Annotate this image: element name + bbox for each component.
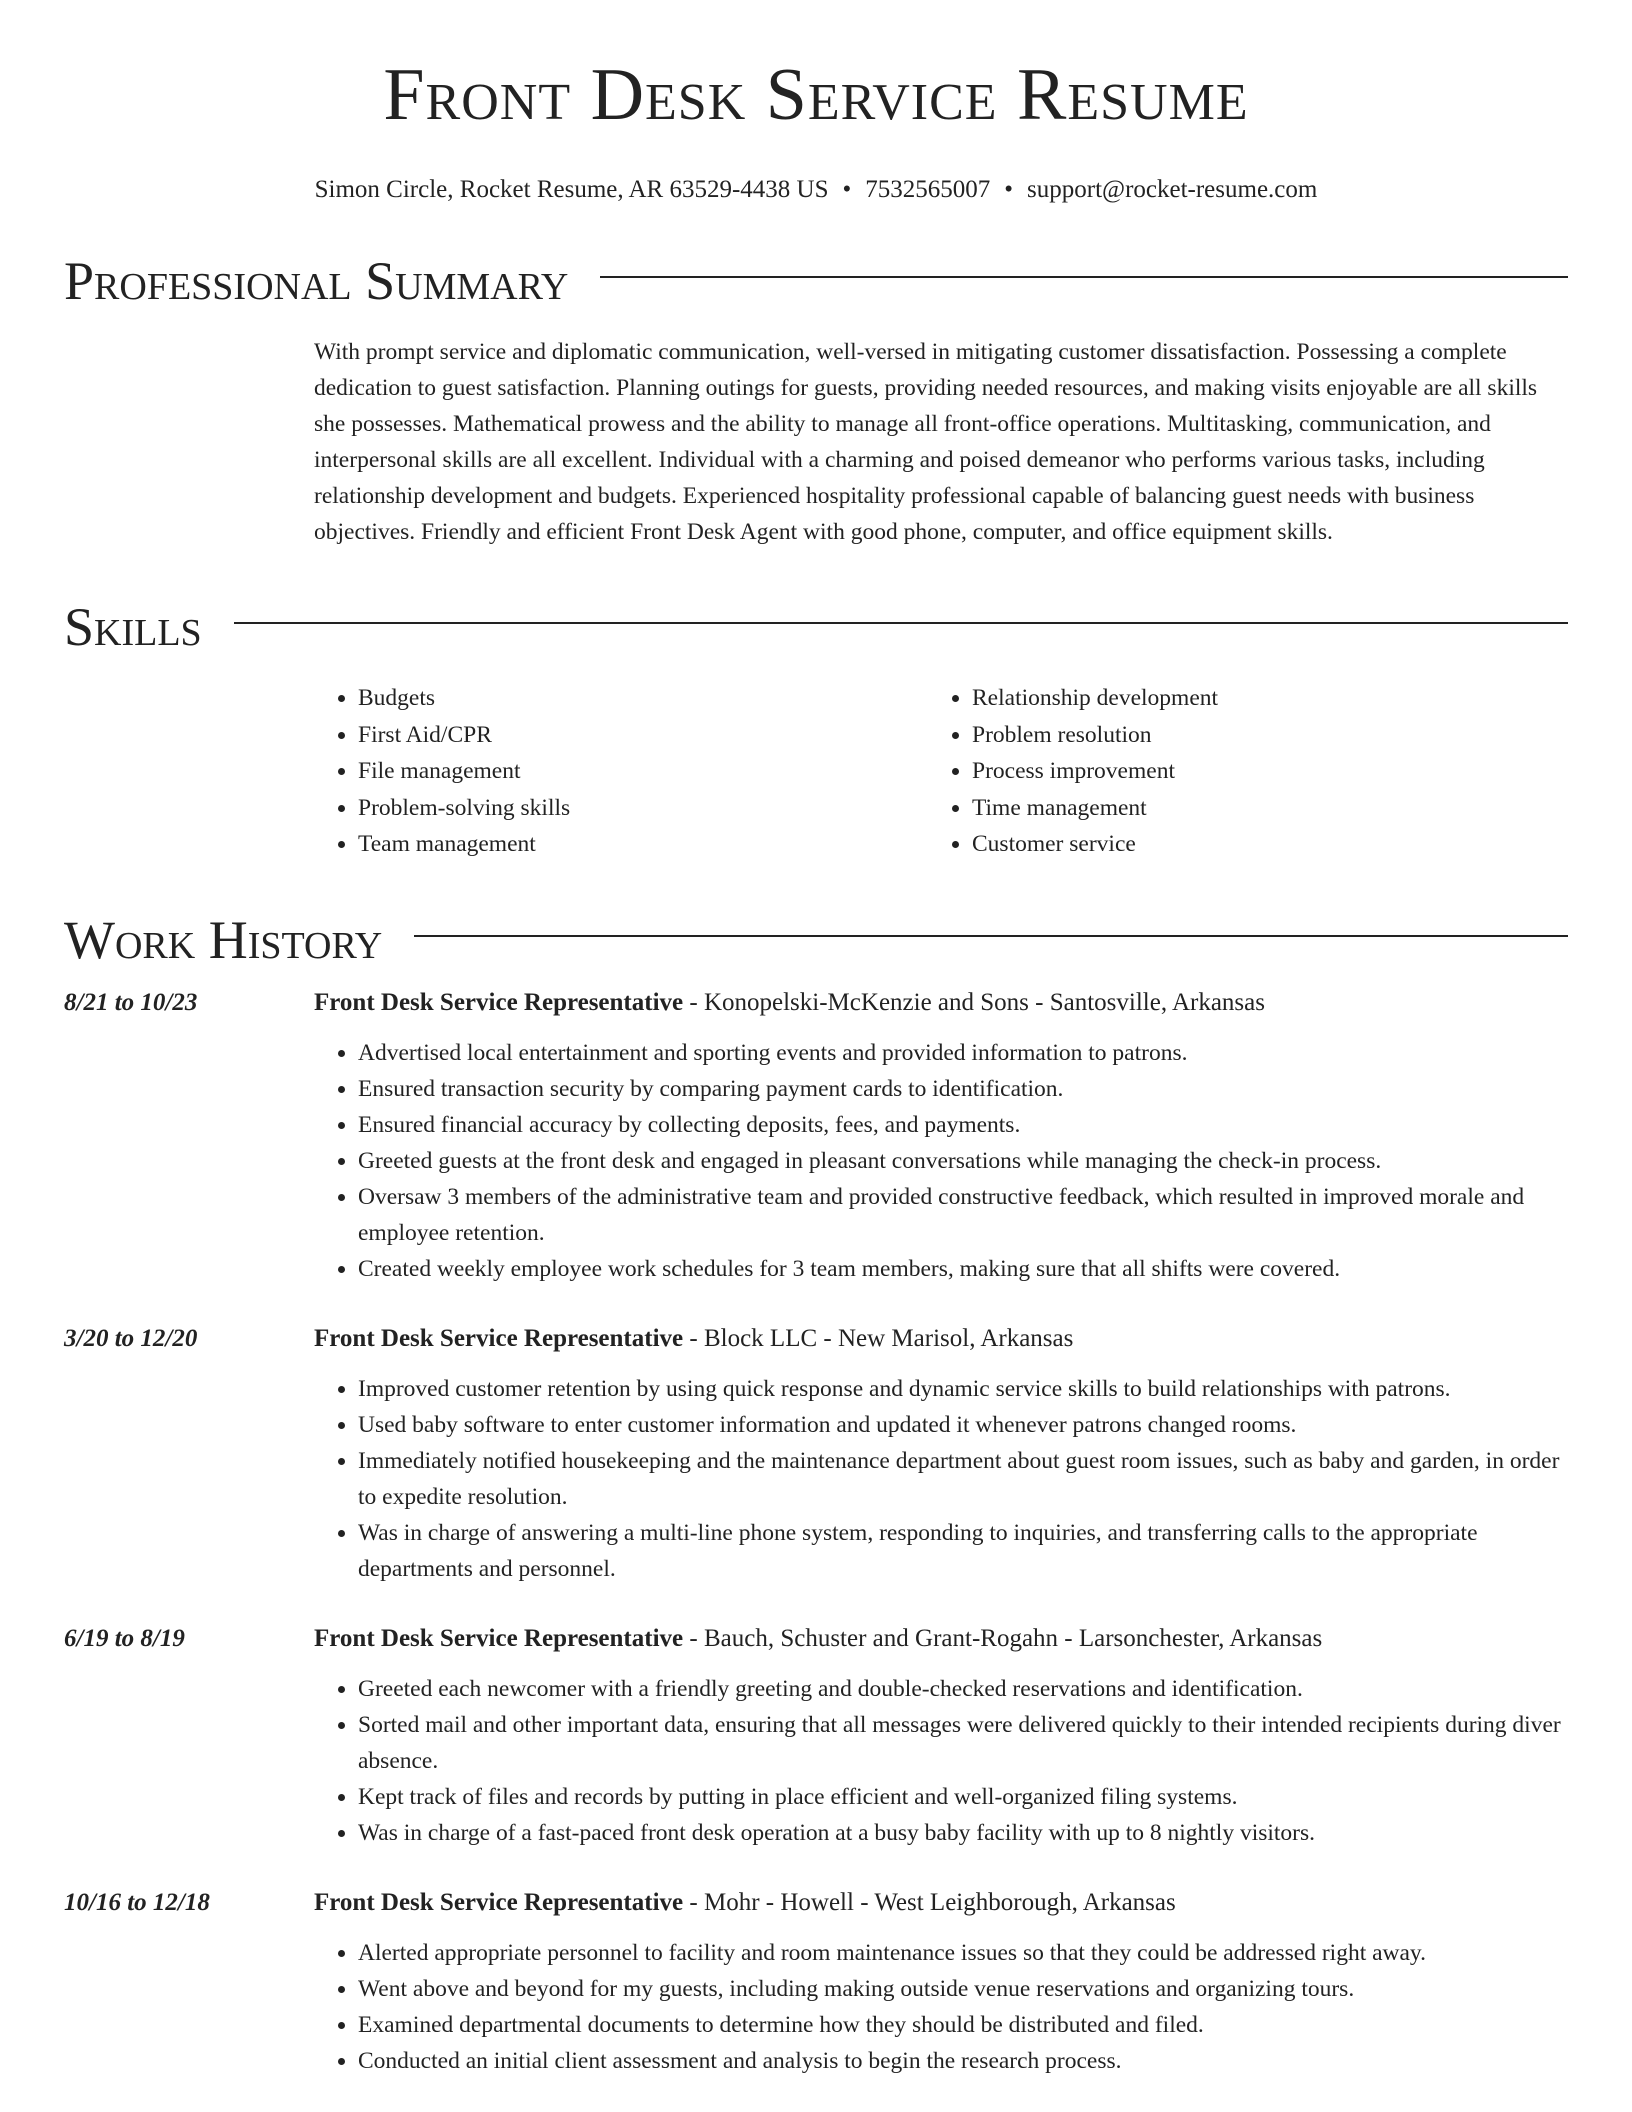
job-bullet: • Ensured financial accuracy by collecting deposits, fees, and payments. <box>358 1107 1568 1143</box>
contact-separator: • <box>842 176 852 203</box>
job-bullets <box>314 1671 1568 1851</box>
job-bullet: • Was in charge of answering a multi-line phone system, responding to inquiries, and transferring calls to the appropriate departments and personnel. <box>358 1515 1568 1587</box>
job-bullet: • Greeted each newcomer with a friendly greeting and double-checked reservations and identification. <box>358 1671 1568 1707</box>
contact-phone: 7532565007 <box>865 176 991 203</box>
job-entry <box>64 1885 1568 2079</box>
job-entry <box>64 1621 1568 1851</box>
job-header <box>64 1321 1568 1357</box>
job-dates: 6/19 to 8/19 <box>64 1624 185 1652</box>
contact-address: Simon Circle, Rocket Resume, AR 63529-4438 US <box>314 176 829 203</box>
job-bullet: • Conducted an initial client assessment and analysis to begin the research process. <box>358 2043 1568 2079</box>
resume-title: Front Desk Service Resume <box>383 54 1249 136</box>
job-bullet: • Greeted guests at the front desk and engaged in pleasant conversations while managing the check-in process. <box>358 1143 1568 1179</box>
skill-item: • File management <box>358 753 928 790</box>
section-divider <box>414 935 1568 937</box>
job-title: Front Desk Service Representative <box>314 988 684 1016</box>
job-bullet: • Alerted appropriate personnel to facility and room maintenance issues so that they could be addressed right away. <box>358 1935 1568 1971</box>
job-bullet: • Examined departmental documents to determine how they should be distributed and filed. <box>358 2007 1568 2043</box>
job-bullet: • Created weekly employee work schedules for 3 team members, making sure that all shifts were covered. <box>358 1251 1568 1287</box>
job-bullet: • Was in charge of a fast-paced front desk operation at a busy baby facility with up to 8 nightly visitors. <box>358 1815 1568 1851</box>
job-bullet: • Went above and beyond for my guests, including making outside venue reservations and organizing tours. <box>358 1971 1568 2007</box>
skills-list <box>314 680 1568 863</box>
skill-item: • First Aid/CPR <box>358 717 928 754</box>
job-employer-location: - Bauch, Schuster and Grant-Rogahn - Larsonchester, Arkansas <box>683 1624 1323 1652</box>
skills-column-left <box>314 680 928 863</box>
skill-item: • Relationship development <box>972 680 1542 717</box>
job-bullets <box>314 1935 1568 2079</box>
skill-item: • Process improvement <box>972 753 1542 790</box>
job-bullets <box>314 1371 1568 1587</box>
contact-line <box>64 176 1568 204</box>
job-entry <box>64 985 1568 1287</box>
job-entry <box>64 1321 1568 1587</box>
job-title: Front Desk Service Representative <box>314 1624 684 1652</box>
contact-email[interactable]: support@rocket-resume.com <box>1027 176 1318 203</box>
section-divider <box>600 276 1568 278</box>
job-employer-location: - Konopelski-McKenzie and Sons - Santosville, Arkansas <box>683 988 1265 1016</box>
summary-text: With prompt service and diplomatic communication, well-versed in mitigating customer dissatisfaction. Possessing a complete dedication to guest satisfaction. Planning outings for guests, providing needed resources, and making visits enjoyable are all skills she possesses. Mathematical prowess and the ability to manage all front-office operations. Multitasking, communication, and interpersonal skills are all excellent. Individual with a charming and poised demeanor who performs various tasks, including relationship development and budgets. Experienced hospitality professional capable of balancing guest needs with business objectives. Friendly and efficient Front Desk Agent with good phone, computer, and office equipment skills. <box>314 339 1538 545</box>
job-title: Front Desk Service Representative <box>314 1324 684 1352</box>
job-header <box>64 1621 1568 1657</box>
job-bullet: • Used baby software to enter customer information and updated it whenever patrons changed rooms. <box>358 1407 1568 1443</box>
job-dates: 8/21 to 10/23 <box>64 988 198 1016</box>
skill-item: • Problem resolution <box>972 717 1542 754</box>
section-divider <box>234 622 1568 624</box>
skill-item: • Team management <box>358 826 928 863</box>
job-bullet: • Improved customer retention by using quick response and dynamic service skills to build relationships with patrons. <box>358 1371 1568 1407</box>
skill-item: • Time management <box>972 790 1542 827</box>
skills-section-header <box>64 597 1568 657</box>
job-dates: 3/20 to 12/20 <box>64 1324 198 1352</box>
job-bullet: • Oversaw 3 members of the administrative team and provided constructive feedback, which resulted in improved morale and employee retention. <box>358 1179 1568 1251</box>
job-employer-location: - Block LLC - New Marisol, Arkansas <box>683 1324 1074 1352</box>
contact-separator: • <box>1004 176 1014 203</box>
job-header <box>64 985 1568 1021</box>
work-section-header <box>64 909 1568 970</box>
job-bullets <box>314 1035 1568 1287</box>
job-bullet: • Kept track of files and records by putting in place efficient and well-organized filing systems. <box>358 1779 1568 1815</box>
job-title: Front Desk Service Representative <box>314 1888 684 1916</box>
skill-item: • Budgets <box>358 680 928 717</box>
skill-item: • Problem-solving skills <box>358 790 928 827</box>
job-employer-location: - Mohr - Howell - West Leighborough, Arkansas <box>683 1888 1176 1916</box>
job-bullet: • Sorted mail and other important data, ensuring that all messages were delivered quickly to their intended recipients during diver absence. <box>358 1707 1568 1779</box>
job-bullet: • Advertised local entertainment and sporting events and provided information to patrons. <box>358 1035 1568 1071</box>
skills-heading: Skills <box>64 597 202 657</box>
job-header <box>64 1885 1568 1921</box>
summary-section-header <box>64 251 1568 311</box>
work-heading: Work History <box>64 909 383 970</box>
job-bullet: • Immediately notified housekeeping and the maintenance department about guest room issues, such as baby and garden, in order to expedite resolution. <box>358 1443 1568 1515</box>
skill-item: • Customer service <box>972 826 1542 863</box>
job-bullet: • Ensured transaction security by comparing payment cards to identification. <box>358 1071 1568 1107</box>
skills-column-right <box>928 680 1542 863</box>
job-dates: 10/16 to 12/18 <box>64 1888 210 1916</box>
summary-heading: Professional Summary <box>64 251 569 311</box>
